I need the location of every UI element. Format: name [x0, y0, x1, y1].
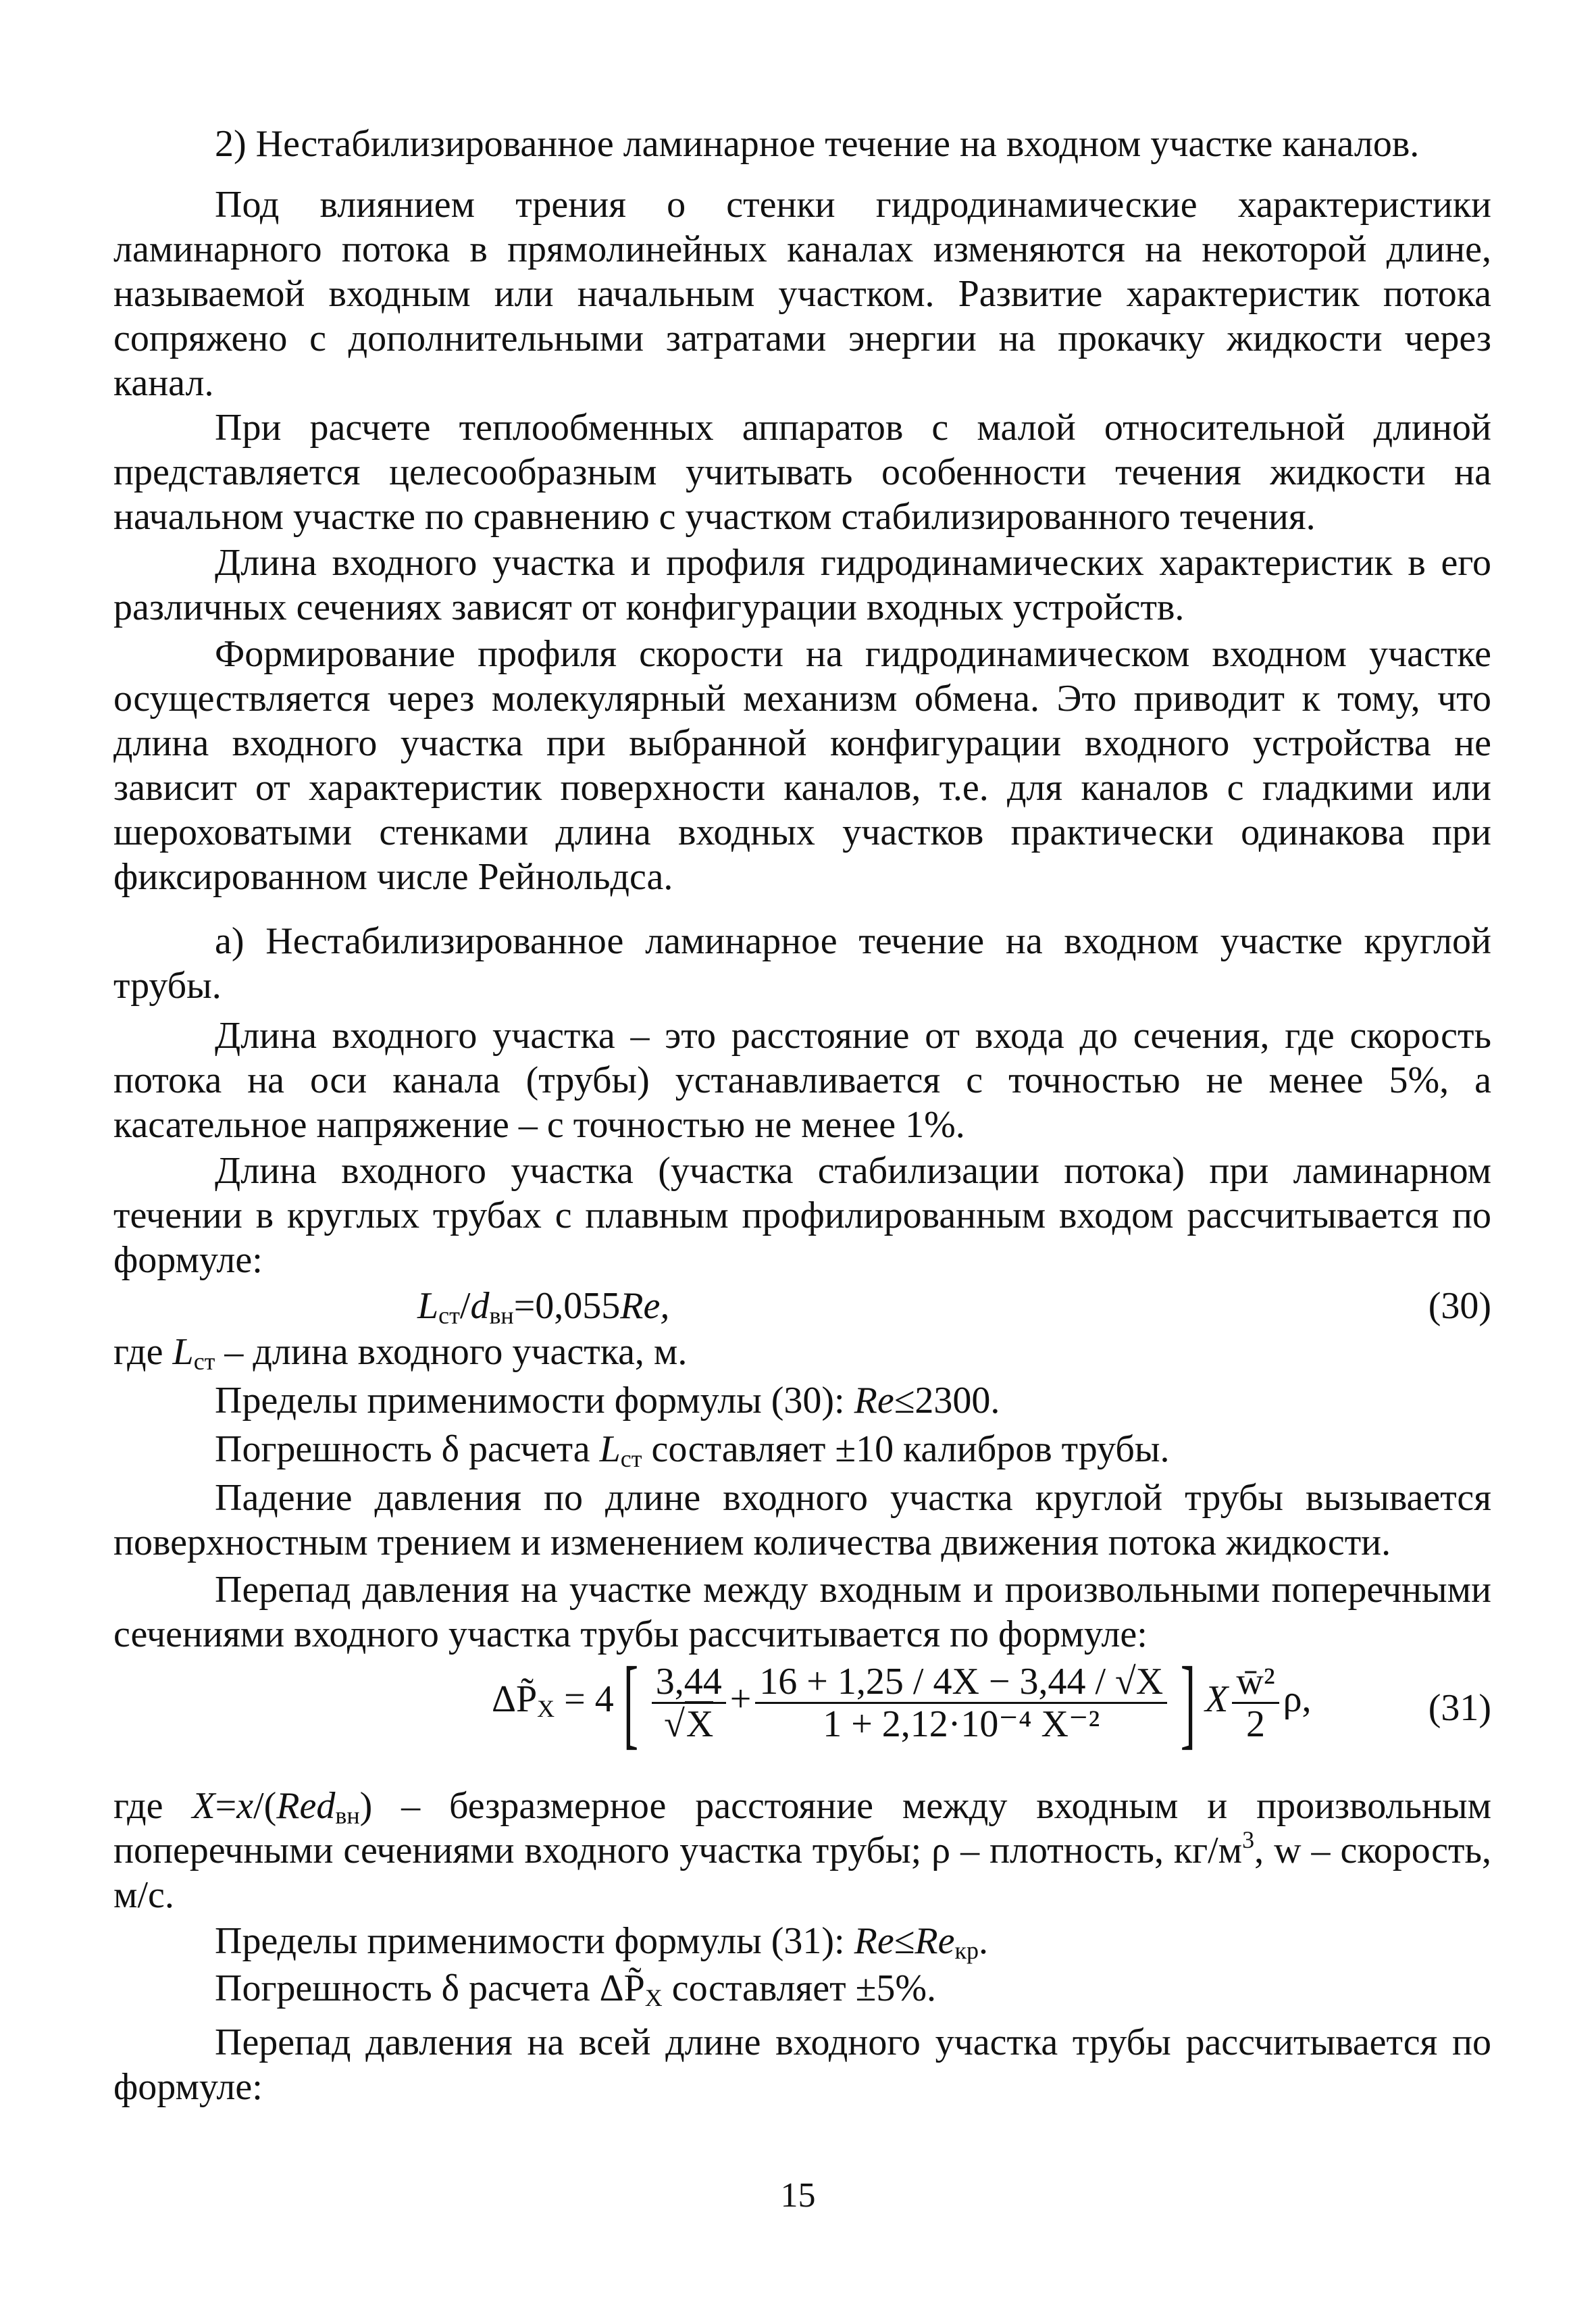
- eq31-rho: ρ,: [1283, 1678, 1312, 1720]
- def-x-red-sub: вн: [335, 1802, 360, 1829]
- error-30-prefix: Погрешность δ расчета: [215, 1428, 600, 1470]
- eq30-rhs: =0,055: [513, 1285, 621, 1327]
- error-30-L: L: [599, 1428, 621, 1470]
- paragraph-pressure-difference: Перепад давления на участке между входным и произвольными поперечными сечениями входного участка трубы рассчитывается по формуле:: [113, 1569, 1491, 1655]
- definition-L: [113, 1330, 1491, 1374]
- def-x-red: Red: [276, 1785, 336, 1827]
- def-x-X: X: [192, 1785, 215, 1827]
- definition-X: [113, 1784, 1491, 1917]
- eq31-plus: +: [729, 1678, 752, 1720]
- eq30-symbol-d: d: [470, 1285, 490, 1327]
- limits-31-re2: Re: [915, 1920, 955, 1962]
- limits-31-le: ≤: [894, 1920, 915, 1962]
- paragraph-entry-length: Длина входного участка и профиля гидродинамических характеристик в его различных сечениях зависят от конфигурации входных устройств.: [113, 542, 1491, 628]
- paragraph-entry-formula-intro: Длина входного участка (участка стабилизации потока) при ламинарном течении в круглых трубах с плавным профилированным входом рассчитывается по формуле:: [113, 1150, 1491, 1281]
- eq30-symbol-L: L: [417, 1285, 439, 1327]
- def-x-rest: ) – безразмерное расстояние между входным и произвольным поперечными сечениями входного участка трубы; ρ – плотность, кг/м: [113, 1785, 1492, 1871]
- equation-30-body: [417, 1284, 669, 1328]
- where-L-sub: ст: [193, 1348, 215, 1375]
- limits-30-re: Re: [854, 1380, 894, 1422]
- where-rest: – длина входного участка, м.: [215, 1331, 688, 1373]
- error-30-rest: составляет ±10 калибров трубы.: [642, 1428, 1170, 1470]
- equation-31-body: [492, 1646, 1312, 1759]
- eq31-f3-bot: 2: [1245, 1703, 1265, 1745]
- limits-31-re: Re: [854, 1920, 894, 1962]
- equation-30-number: (30): [1428, 1285, 1491, 1327]
- eq31-lhs: ΔP̃: [492, 1678, 538, 1720]
- eq31-fraction-3: [1232, 1661, 1279, 1744]
- eq31-f2-top: 16 + 1,25 / 4X − 3,44 / √X: [755, 1661, 1167, 1704]
- limits-31-end: .: [978, 1920, 988, 1962]
- limits-31-prefix: Пределы применимости формулы (31):: [215, 1920, 854, 1962]
- section-heading-2: 2) Нестабилизированное ламинарное течение на входном участке каналов.: [215, 123, 1420, 165]
- limits-31-sub: кр: [954, 1937, 979, 1964]
- limits-30: [113, 1378, 1491, 1423]
- paragraph-entry-definition: Длина входного участка – это расстояние от входа до сечения, где скорость потока на оси канала (трубы) устанавливается с точностью не менее 5%, а касательное напряжение – с точностью не менее 1%.: [113, 1015, 1491, 1146]
- error-31-symbol: ΔP̃: [599, 1967, 645, 2009]
- error-30: [113, 1427, 1491, 1472]
- eq31-f1-bot: √X: [652, 1704, 726, 1744]
- eq31-f3-top: w̄²: [1232, 1661, 1279, 1704]
- eq31-fraction-2: [755, 1661, 1167, 1744]
- error-30-L-sub: ст: [620, 1445, 642, 1472]
- limits-30-rest: ≤2300.: [894, 1380, 1000, 1422]
- def-x-prefix: где: [113, 1785, 192, 1827]
- def-x-eq: =: [215, 1785, 237, 1827]
- error-31-prefix: Погрешность δ расчета: [215, 1967, 600, 2009]
- eq31-right-bracket: ]: [1180, 1646, 1196, 1759]
- page-number: 15: [780, 2176, 816, 2215]
- eq31-lhs-sub: X: [537, 1694, 555, 1722]
- def-x-x: x: [236, 1785, 254, 1827]
- limits-30-prefix: Пределы применимости формулы (30):: [215, 1380, 854, 1422]
- paragraph-velocity-profile: Формирование профиля скорости на гидродинамическом входном участке осуществляется через молекулярный механизм обмена. Это приводит к тому, что длина входного участка при выбранной конфигурации входного устройства не зависит от характеристик поверхности каналов, т.е. для каналов с гладкими или шероховатыми стенками длина входных участков практически одинакова при фиксированном числе Рейнольдса.: [113, 633, 1491, 898]
- eq31-left-bracket: [: [623, 1646, 638, 1759]
- equation-31: [113, 1646, 1491, 1763]
- paragraph-heat-exchangers: При расчете теплообменных аппаратов с малой относительной длиной представляется целесообразным учитывать особенности течения жидкости на начальном участке по сравнению с участком стабилизированного течения.: [113, 407, 1491, 538]
- eq30-re: Re,: [620, 1285, 670, 1327]
- error-31-rest: составляет ±5%.: [662, 1967, 937, 2009]
- paragraph-total-pressure: Перепад давления на всей длине входного участка трубы рассчитывается по формуле:: [113, 2021, 1491, 2108]
- equation-31-number: (31): [1428, 1687, 1491, 1729]
- eq31-fraction-1: [652, 1661, 726, 1744]
- paragraph-pressure-drop: Падение давления по длине входного участка круглой трубы вызывается поверхностным трением и изменением количества движения потока жидкости.: [113, 1477, 1491, 1563]
- paragraph-friction: Под влиянием трения о стенки гидродинамические характеристики ламинарного потока в прямолинейных каналах изменяются на некоторой длине, называемой входным или начальным участком. Развитие характеристик потока сопряжено с дополнительными затратами энергии на прокачку жидкости через канал.: [113, 184, 1491, 404]
- error-31-sub: X: [644, 1984, 663, 2011]
- def-x-end: , w – скорость, м/с.: [113, 1830, 1492, 1916]
- eq31-f1-top: 3,44: [652, 1661, 726, 1704]
- def-x-div: /(: [253, 1785, 277, 1827]
- def-x-sup: 3: [1242, 1826, 1255, 1853]
- eq31-x: X: [1205, 1678, 1229, 1720]
- subsection-heading-a: а) Нестабилизированное ламинарное течение на входном участке круглой трубы.: [113, 920, 1491, 1007]
- where-prefix: где: [113, 1331, 173, 1373]
- eq30-sub-vn: вн: [489, 1302, 514, 1329]
- where-L: L: [172, 1331, 194, 1373]
- eq30-slash: /: [459, 1285, 471, 1327]
- eq31-equals: = 4: [555, 1678, 614, 1720]
- error-31: [113, 1966, 1491, 2011]
- limits-31: [113, 1919, 1491, 1963]
- eq30-sub-st: ст: [438, 1302, 460, 1329]
- eq31-f2-bot: 1 + 2,12·10⁻⁴ X⁻²: [823, 1703, 1100, 1745]
